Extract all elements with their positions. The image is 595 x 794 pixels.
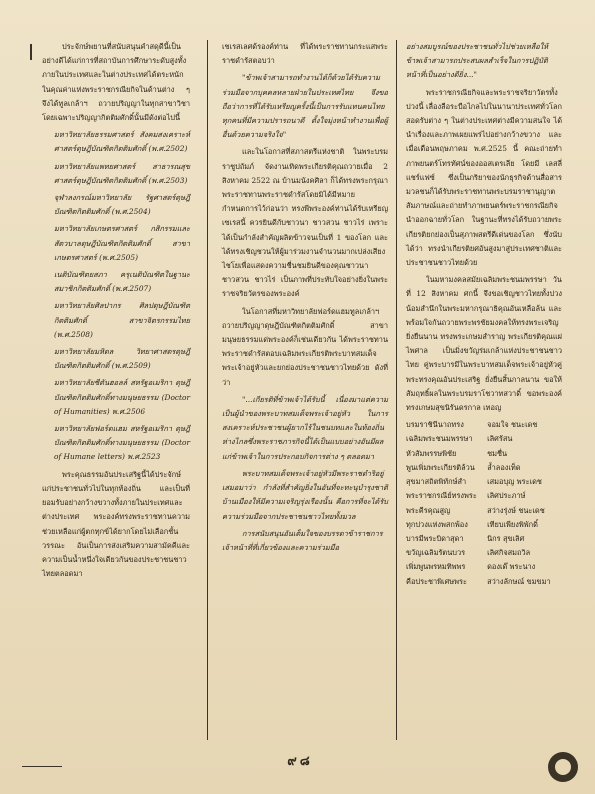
verse-line: เพิ่มพูนพรหมทิพพร	[406, 562, 466, 572]
royal-quote: "ข้าพเจ้าสามารถทำงานได้ก็ด้วยได้รับความร่วมมือจากบุคคลหลายฝ่ายในประเทศไทย จึงขอถือว่าการที่ได้รับเหรียญครั้งนี้เป็นการรับแทนคนไทยทุกคนที่มีความปรารถนาดี ตั้งใจมุ่งหน้าทำงานเพื่อผู้อื่นด้วยความจริงใจ"	[222, 73, 388, 140]
paragraph: เชเรสเลศด้รองค์ท่าน ที่ได้พระราชทานกระแสพระราชดำรัสตอบว่า	[222, 42, 388, 66]
verse-line: บารมีพระบิดาสุดา	[406, 533, 464, 543]
verse-row	[406, 575, 562, 589]
signatory-name: สว่างลักษณ์ ขมขมา	[487, 576, 551, 586]
intro-paragraph: ประจักษ์พยานที่สนับสนุนคำสดุดีนี้เป็นอย่างดีได้แก่การที่สถาบันการศึกษาระดับสูงทั้งภายในประเทศและในต่างประเทศได้ตระหนักในคุณค่าแห่งพระราชกรณียกิจในด้านต่าง ๆ จึงได้ทูลเกล้าฯ ถวายปริญญาในทุกสาขาวิชา โดยเฉพาะปริญญากิตติมศักดิ์นั้นมีดังต่อไปนี้	[42, 42, 190, 123]
paragraph: ในโอกาสที่มหาวิทยาลัยฟอร์ดแฮมทูลเกล้าฯ ถวายปริญญาดุษฎีบัณฑิตกิตติมศักดิ์ สาขามนุษยธรรมแด่พระองค์ก็เช่นเดียวกัน ได้พระราชทานพระราชดำรัสตอบเฉลิมพระเกียรติพระบาทสมเด็จพระเจ้าอยู่หัวและยกย่องประชาชนชาวไทยด้วย ดังที่ว่า	[222, 306, 388, 387]
degree-item: เนติบัณฑิตยสภา ครุเนติบัณฑิตในฐานะสมาชิกกิตติมศักดิ์ (พ.ศ.2507)	[54, 270, 190, 294]
signatory-name: เลิศรัสน	[487, 434, 513, 444]
signatory-name: เลิศกิจสมถวิล	[487, 548, 531, 558]
signatory-name: เลิศประภาษ์	[487, 491, 526, 501]
verse-row	[406, 475, 562, 489]
top-left-margin-mark	[30, 44, 32, 60]
signatory-name: ดองเด๊ พระนาง	[487, 562, 536, 572]
degree-item: มหาวิทยาลัยศิลปากร ศิลปดุษฎีบัณฑิตกิตติมศักดิ์ สาขาจิตรกรรมไทย (พ.ศ.2508)	[54, 301, 190, 339]
degree-item: มหาวิทยาลัยธรรมศาสตร์ สังคมสงเคราะห์ศาสตร์ดุษฎีบัณฑิตกิตติมศักดิ์ (พ.ศ.2502)	[54, 130, 190, 154]
signatory-name: จอมใจ ชนะเดช	[487, 420, 538, 430]
degree-item: มหาวิทยาลัยแพทยศาสตร์ สาธารณสุขศาสตร์ดุษฎีบัณฑิตกิตติมศักดิ์ (พ.ศ.2503)	[54, 161, 190, 185]
paragraph: พระราชกรณียกิจและพระราชจริยาวัตรทั้งปวงนี้ เลื่องลือระบือไกลไปในนานาประเทศทั่วโลก สอดรับต่าง ๆ ในต่างประเทศต่างมีความสนใจ ได้นำเรื่องและภาพเผยแพร่ไปอย่างกว้างขวาง และเมื่อเดือนพฤษภาคม พ.ศ.2525 นี้ คณะถ่ายทำภาพยนตร์โทรทัศน์ของออสเตรเลีย โดยมี เลสลี่ แชร์แฟซ์ ซึ่งเป็นภริยาของนักธุรกิจด้านสื่อสารมวลชนก็ได้รับพระราชทานพระบรมราชานุญาตสัมภาษณ์และถ่ายทำภาพยนตร์พระราชกรณียกิจนำออกฉายทั่วโลก ในฐานะที่ทรงได้รับถวายพระเกียรติยกย่องเป็นสุภาพสตรีดีเด่นของโลก ซึ่งนับได้ว่า ทรงนำเกียรติยศอันสูงมาสู่ประเทศชาติและประชาชนชาวไทยด้วย	[406, 87, 562, 268]
closing-paragraph: พระคุณธรรมอันประเสริฐนี้ได้ประจักษ์แก่ประชาชนทั่วไปในทุกท้องถิ่น และเป็นที่ยอมรับอย่างกว้างขวางทั้งภายในประเทศและต่างประเทศ พระองค์ทรงพระราชทานความช่วยเหลือแก่ผู้ตกทุกข์ได้ยากโดยไม่เลือกชั้นวรรณะ อันเป็นการส่งเสริมความสามัคคีและความเป็นน้ำหนึ่งใจเดียวกันของประชาชนชาวไทยตลอดมา	[42, 469, 190, 579]
degree-item: มหาวิทยาลัยมหิดล วิทยาศาสตรดุษฎีบัณฑิตกิตติมศักดิ์ (พ.ศ.2509)	[54, 347, 190, 371]
verse-row	[406, 546, 562, 560]
column-right	[406, 40, 562, 589]
degree-item: มหาวิทยาลัยซีตันฮอลล์ สหรัฐอเมริกา ดุษฎีบัณฑิตกิตติมศักดิ์ทางมนุษยธรรม (Doctor of Humanities) พ.ศ.2506	[54, 378, 190, 416]
footer-rule-left	[22, 766, 62, 767]
verse-line: พระคีรคุณสูญ	[406, 505, 451, 515]
degree-item: จุฬาลงกรณ์มหาวิทยาลัย รัฐศาสตร์ดุษฎีบัณฑิตกิตติมศักดิ์ (พ.ศ.2504)	[54, 193, 190, 217]
emblem-icon	[548, 752, 578, 782]
verse-row	[406, 504, 562, 518]
signatory-name: ชมชื่น	[487, 448, 508, 458]
verse-line: ทุกปวงแห่งพสกพ้อง	[406, 519, 468, 529]
verse-line: คือประชาพิเศษพระ	[406, 576, 467, 586]
column-left	[42, 40, 190, 584]
column-divider-2	[396, 40, 397, 740]
verse-and-signatories	[406, 418, 562, 588]
verse-line: สุขมาสถิตพิทักษ์สำ	[406, 477, 467, 487]
verse-row	[406, 489, 562, 503]
verse-row	[406, 518, 562, 532]
column-divider-1	[207, 40, 208, 740]
verse-line: พระราชกรณีย์ทรงพระ	[406, 491, 477, 501]
signatory-name: เทียบเพียงพิพักดิ์	[487, 519, 538, 529]
degree-item: มหาวิทยาลัยฟอร์ดแฮม สหรัฐอเมริกา ดุษฎีบัณฑิตกิตติมศักดิ์ทางมนุษยธรรม (Doctor of Humane letters) พ.ศ.2523	[54, 424, 190, 462]
verse-row	[406, 418, 562, 432]
signatory-name: สว่างรุ่งษ์ ชนะเดช	[487, 505, 545, 515]
verse-row	[406, 447, 562, 461]
signatory-name: นิกร สุขเลิศ	[487, 533, 525, 543]
royal-quote: อย่างสมบูรณ์ของประชาชนทั่วไปช่วยเหลือให้ข้าพเจ้าสามารถประสบผลสำเร็จในการปฏิบัติหน้าที่เป็นอย่างดียิ่ง..."	[406, 42, 549, 80]
paragraph: ในมหามงคลสมัยเฉลิมพระชนมพรรษา วันที่ 12 สิงหาคม ศกนี้ จึงขอเชิญชาวไทยทั้งปวง น้อมสำนึกในพระมหากรุณาธิคุณอันเหลือล้น และพร้อมใจกันถวายพระพรชัยมงคลให้ทรงพระเจริญยิ่งยืนนาน ทรงพระเกษมสำราญ พระเกียรติคุณแผ่ไพศาล เป็นมิ่งขวัญร่มเกล้าแห่งประชาชนชาวไทย คู่พระบารมีในพระบาทสมเด็จพระเจ้าอยู่หัวคู่พระทรงคุณอันประเสริฐ ยั่งยืนสิ้นกาลนาน ขอให้สัมฤทธิ์ผลในพระบรมราโชวาทสวาดิ์ ขอพระองค์ทรงเกษมสุขนิรันดรกาล เทอญ	[406, 275, 562, 413]
paragraph: และในโอกาสที่สภาสตรีแห่งชาติ ในพระบรมราชูปถัมภ์ จัดงานเทิดพระเกียรติคุณถวายเมื่อ 2 สิงหาคม 2522 ณ บ้านมนังคศิลา ก็ได้ทรงพระกรุณาพระราชทานพระราชดำรัสโดยมิได้มีหมายกำหนดการไว้ก่อนว่า ทรงพีพระองค์ท่านได้รับเหรียญเซเรสนี้ ควรยินดีกับชาวนา ชาวสวน ชาวไร่ เพราะได้เป็นกำลังสำคัญผลิตข้าวจนเป็นที่ 1 ของโลก และได้ทรงเชิญชวนให้ผู้มาร่วมงานจำนวนมากเปล่งเสียงไชโยเพื่อแสดงความชื่นชมยินดีของคุณชาวนา ชาวสวน ชาวไร่ เป็นภาพที่ประทับใจอย่างยิ่งในพระราชจริยวัตรของพระองค์	[222, 147, 388, 299]
royal-quote: การสนับสนุนอันเต็มใจของบรรดาข้าราชการ เจ้าหน้าที่ที่เกี่ยวข้องและความร่วมมือ	[222, 528, 383, 552]
verse-row	[406, 532, 562, 546]
verse-line: เฉลิมพระชนมพรรษา	[406, 434, 473, 444]
signatory-name: ล้ำลองเท็ด	[487, 462, 521, 472]
verse-row	[406, 432, 562, 446]
verse-line: หัวสัมพรรษพิชัย	[406, 448, 457, 458]
degree-item: มหาวิทยาลัยเกษตรศาสตร์ กสิกรรมและสัตวบาลดุษฎีบัณฑิตกิตติมศักดิ์ สาขาเกษตรศาสตร์ (พ.ศ.2505)	[54, 224, 190, 262]
column-middle	[222, 40, 388, 558]
verse-row	[406, 461, 562, 475]
verse-line: พูนเพิ่มพระเกียรติล้วน	[406, 462, 475, 472]
royal-quote: พระบาทสมเด็จพระเจ้าอยู่หัวมีพระราชดำริอยู่เสมอมาว่า กำลังที่สำคัญยิ่งในอันที่จะทะนุบำรุงชาติบ้านเมืองให้มีความเจริญรุ่งเรืองนั้น คือการที่จะได้รับความร่วมมือจากประชาชนชาวไทยทั้งมวล	[222, 468, 388, 521]
page-number: ๙๘	[287, 754, 313, 769]
signatory-name: เสมอบุญ พระเดช	[487, 477, 542, 487]
verse-line: ขวัญเฉลิมรัตนบวร	[406, 548, 466, 558]
royal-quote: "...เกียรติที่ข้าพเจ้าได้รับนี้ เนื่องมาแต่ความเป็นผู้นำของพระบาทสมเด็จพระเจ้าอยู่หัว ในการสงเคราะห์ประชาชนผู้ยากไร้ในชนบทและในท้องถิ่นห่างไกลซึ่งพระราชภารกิจนี้ได้เป็นแบบอย่างอันมีผลแก่ข้าพเจ้าในการประกอบกิจการต่าง ๆ ตลอดมา	[222, 394, 388, 461]
verse-row	[406, 560, 562, 574]
verse-line: บรมราชินีนาถทรง	[406, 420, 464, 430]
